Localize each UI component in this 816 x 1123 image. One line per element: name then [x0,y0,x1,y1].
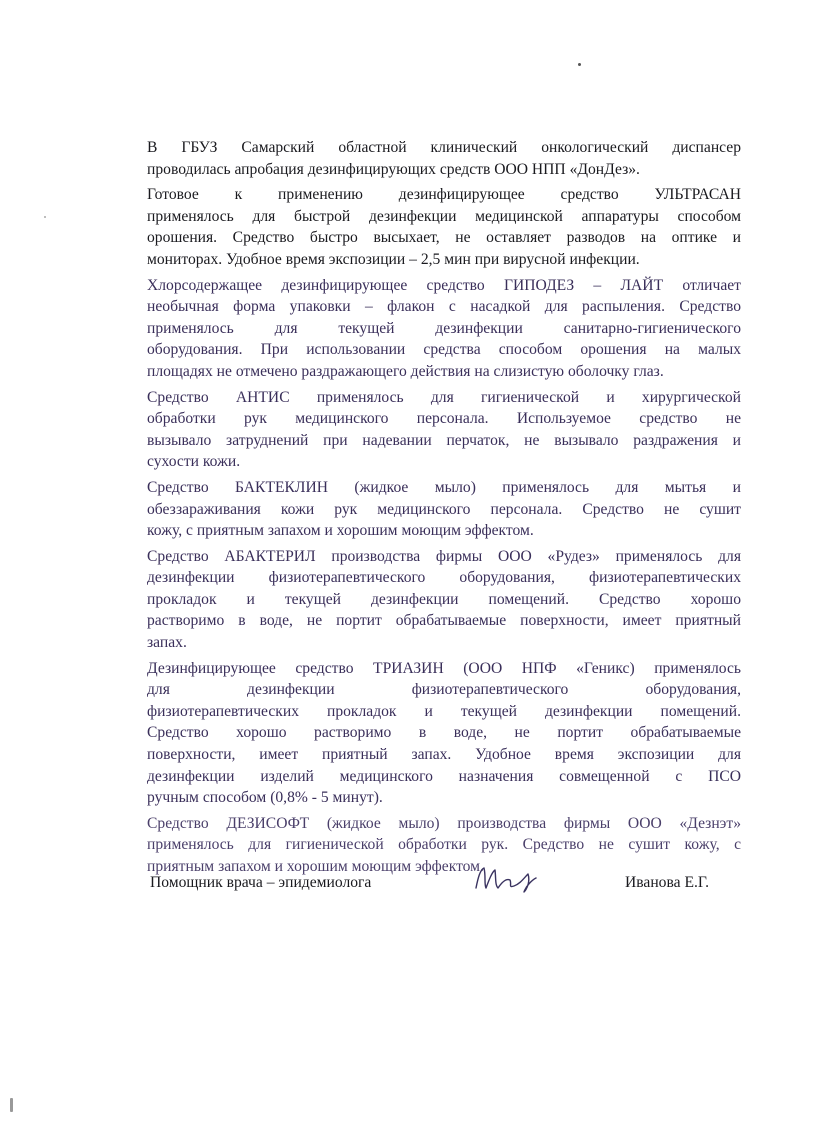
text-line: дезинфекции изделий медицинского назначения совмещенной с ПСО [147,767,741,785]
text-line: поверхности, имеет приятный запах. Удобное время экспозиции для [147,746,741,764]
paragraph-dezisoft [147,813,741,878]
text-line: Хлорсодержащее дезинфицирующее средство ГИПОДЕЗ – ЛАЙТ отличает [147,276,741,294]
text-line: ручным способом (0,8% - 5 минут). [147,789,383,807]
text-line: применялось для гигиенической обработки рук. Средство не сушит кожу, с [147,836,741,854]
text-line: для дезинфекции физиотерапевтического оборудования, [147,681,741,699]
text-line: вызывало затруднений при надевании перчаток, не вызывало раздражения и [147,431,741,449]
text-line: сухости кожи. [147,453,241,471]
text-line: прокладок и текущей дезинфекции помещений. Средство хорошо [147,590,741,608]
paragraph-intro [147,137,741,180]
text-line: обработки рук медицинского персонала. Используемое средство не [147,410,741,428]
text-line: физиотерапевтических прокладок и текущей дезинфекции помещений. [147,702,741,720]
text-line: Дезинфицирующее средство ТРИАЗИН (ООО НПФ «Геникс) применялось [147,659,741,677]
paragraph-antis [147,387,741,473]
paragraph-abakteril [147,546,741,654]
text-line: оборудования. При использовании средства способом орошения на малых [147,341,741,359]
text-line: необычная форма упаковки – флакон с насадкой для распыления. Средство [147,298,741,316]
paragraph-triazin [147,658,741,809]
text-line: кожу, с приятным запахом и хорошим моющим эффектом. [147,522,534,540]
letter-body [147,137,741,882]
text-line: Готовое к применению дезинфицирующее средство УЛЬТРАСАН [147,186,741,204]
signer-role: Помощник врача – эпидемиолога [150,874,372,891]
text-line: орошения. Средство быстро высыхает, не оставляет разводов на оптике и [147,229,741,247]
text-line: Средство хорошо растворимо в воде, не портит обрабатываемые [147,724,741,742]
paragraph-ultrasan [147,184,741,270]
signer-name: Иванова Е.Г. [625,874,710,891]
text-line: площадях не отмечено раздражающего действия на слизистую оболочку глаз. [147,362,664,380]
scan-speck [10,1098,13,1112]
text-line: мониторах. Удобное время экспозиции – 2,5 мин при вирусной инфекции. [147,250,640,268]
text-line: растворимо в воде, не портит обрабатываемые поверхности, имеет приятный [147,612,741,630]
text-line: применялось для текущей дезинфекции санитарно-гигиенического [147,319,741,337]
text-line: дезинфекции физиотерапевтического оборудования, физиотерапевтических [147,569,741,587]
text-line: приятным запахом и хорошим моющим эффектом. [147,858,484,875]
handwritten-signature-icon [470,858,540,898]
text-line: Средство БАКТЕКЛИН (жидкое мыло) применялось для мытья и [147,478,741,496]
scan-speck [578,63,581,66]
text-line: Средство ДЕЗИСОФТ (жидкое мыло) производства фирмы ООО «Дезнэт» [147,814,741,832]
text-line: Средство АБАКТЕРИЛ производства фирмы ООО «Рудез» применялось для [147,547,741,565]
text-line: В ГБУЗ Самарский областной клинический онкологический диспансер [147,139,741,156]
paragraph-gipodez [147,275,741,383]
text-line: применялось для быстрой дезинфекции медицинской аппаратуры способом [147,207,741,225]
text-line: проводилась апробация дезинфицирующих средств ООО НПП «ДонДез». [147,160,640,178]
text-line: обеззараживания кожи рук медицинского персонала. Средство не сушит [147,500,741,518]
scan-speck [44,216,46,218]
text-line: запах. [147,634,187,652]
text-line: Средство АНТИС применялось для гигиенической и хирургической [147,388,741,406]
paragraph-bakteklin [147,477,741,542]
